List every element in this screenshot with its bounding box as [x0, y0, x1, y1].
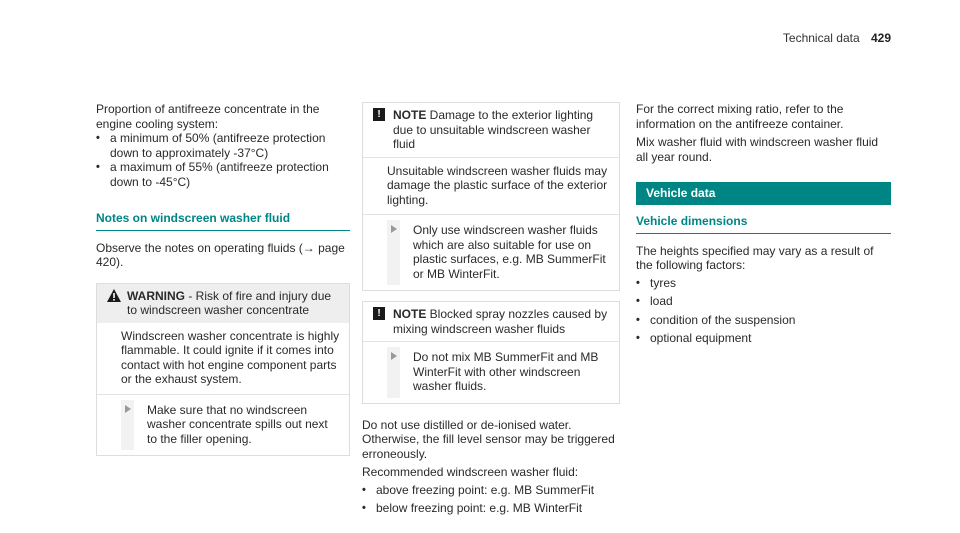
page-number: 429: [870, 31, 891, 45]
note-step: Only use windscreen washer fluids which are also suitable for use on plastic surfaces, e.g. MB SummerFit or MB WinterFit.: [363, 214, 619, 290]
list-item: • above freezing point: e.g. MB SummerFit: [362, 482, 595, 497]
list-item: • a maximum of 55% (antifreeze protection down to -45°C): [96, 160, 329, 189]
list-item: • load: [636, 294, 673, 308]
list-item: • below freezing point: e.g. MB WinterFit: [362, 501, 583, 515]
factors-list: [636, 276, 891, 346]
column-2: [362, 102, 620, 516]
notes-washer-fluid-heading: Notes on windscreen washer fluid: [96, 211, 350, 231]
warning-step: Make sure that no windscreen washer concentrate spills out next to the filler opening.: [97, 394, 349, 456]
note-header: [363, 103, 619, 157]
vehicle-data-heading: Vehicle data: [636, 182, 891, 205]
warning-body: Windscreen washer concentrate is highly flammable. It could ignite if it comes into contact with hot engine component parts or the exhaust system.: [121, 328, 340, 386]
warning-label: WARNING: [127, 288, 185, 303]
note-box-lighting: [362, 102, 620, 291]
column-1: [96, 102, 350, 456]
column-3: [636, 102, 891, 346]
list-item: • tyres: [636, 275, 677, 290]
note-label: NOTE: [393, 307, 427, 321]
note-body: Unsuitable windscreen washer fluids may damage the plastic surface of the exterior lighting.: [363, 157, 619, 215]
observe-notes-text: Observe the notes on operating fluids (→ page 420).: [96, 240, 345, 269]
recommended-fluid-list: [362, 483, 620, 516]
list-item: • optional equipment: [636, 331, 752, 345]
warning-headline: - Risk of fire and injury due to windscreen washer concentrate: [127, 288, 332, 317]
note-header: [363, 302, 619, 341]
list-item: • a minimum of 50% (antifreeze protection down to approximately -37°C): [96, 131, 326, 160]
heights-text: The heights specified may vary as a result of the following factors:: [636, 243, 874, 272]
section-header-title: Technical data: [782, 31, 860, 45]
mix-year-round-text: Mix washer fluid with windscreen washer fluid all year round.: [636, 135, 879, 164]
vehicle-dimensions-heading: Vehicle dimensions: [636, 214, 891, 234]
exclamation-icon: !: [373, 108, 385, 121]
mixing-ratio-text: For the correct mixing ratio, refer to the information on the antifreeze container.: [636, 102, 844, 131]
recommended-fluid-text: Recommended windscreen washer fluid:: [362, 465, 579, 479]
warning-header: [97, 284, 349, 323]
page-header: [783, 31, 891, 46]
arrow-right-icon: [391, 352, 397, 360]
warning-box: [96, 283, 350, 457]
antifreeze-list: [96, 131, 350, 189]
arrow-right-icon: [391, 225, 397, 233]
note-headline: Blocked spray nozzles caused by mixing windscreen washer fluids: [393, 307, 608, 336]
antifreeze-intro: Proportion of antifreeze concentrate in the engine cooling system:: [96, 102, 320, 131]
list-item: • condition of the suspension: [636, 312, 796, 327]
note-step: Do not mix MB SummerFit and MB WinterFit with other windscreen washer fluids.: [363, 341, 619, 403]
distilled-water-text: Do not use distilled or de-ionised water. Otherwise, the fill level sensor may be triggered erroneously.: [362, 417, 615, 461]
warning-triangle-icon: [107, 289, 121, 306]
note-box-nozzles: [362, 301, 620, 404]
note-label: NOTE: [393, 108, 427, 122]
exclamation-icon: !: [373, 307, 385, 320]
note-headline: Damage to the exterior lighting due to unsuitable windscreen washer fluid: [393, 108, 594, 151]
arrow-right-icon: [125, 405, 131, 413]
